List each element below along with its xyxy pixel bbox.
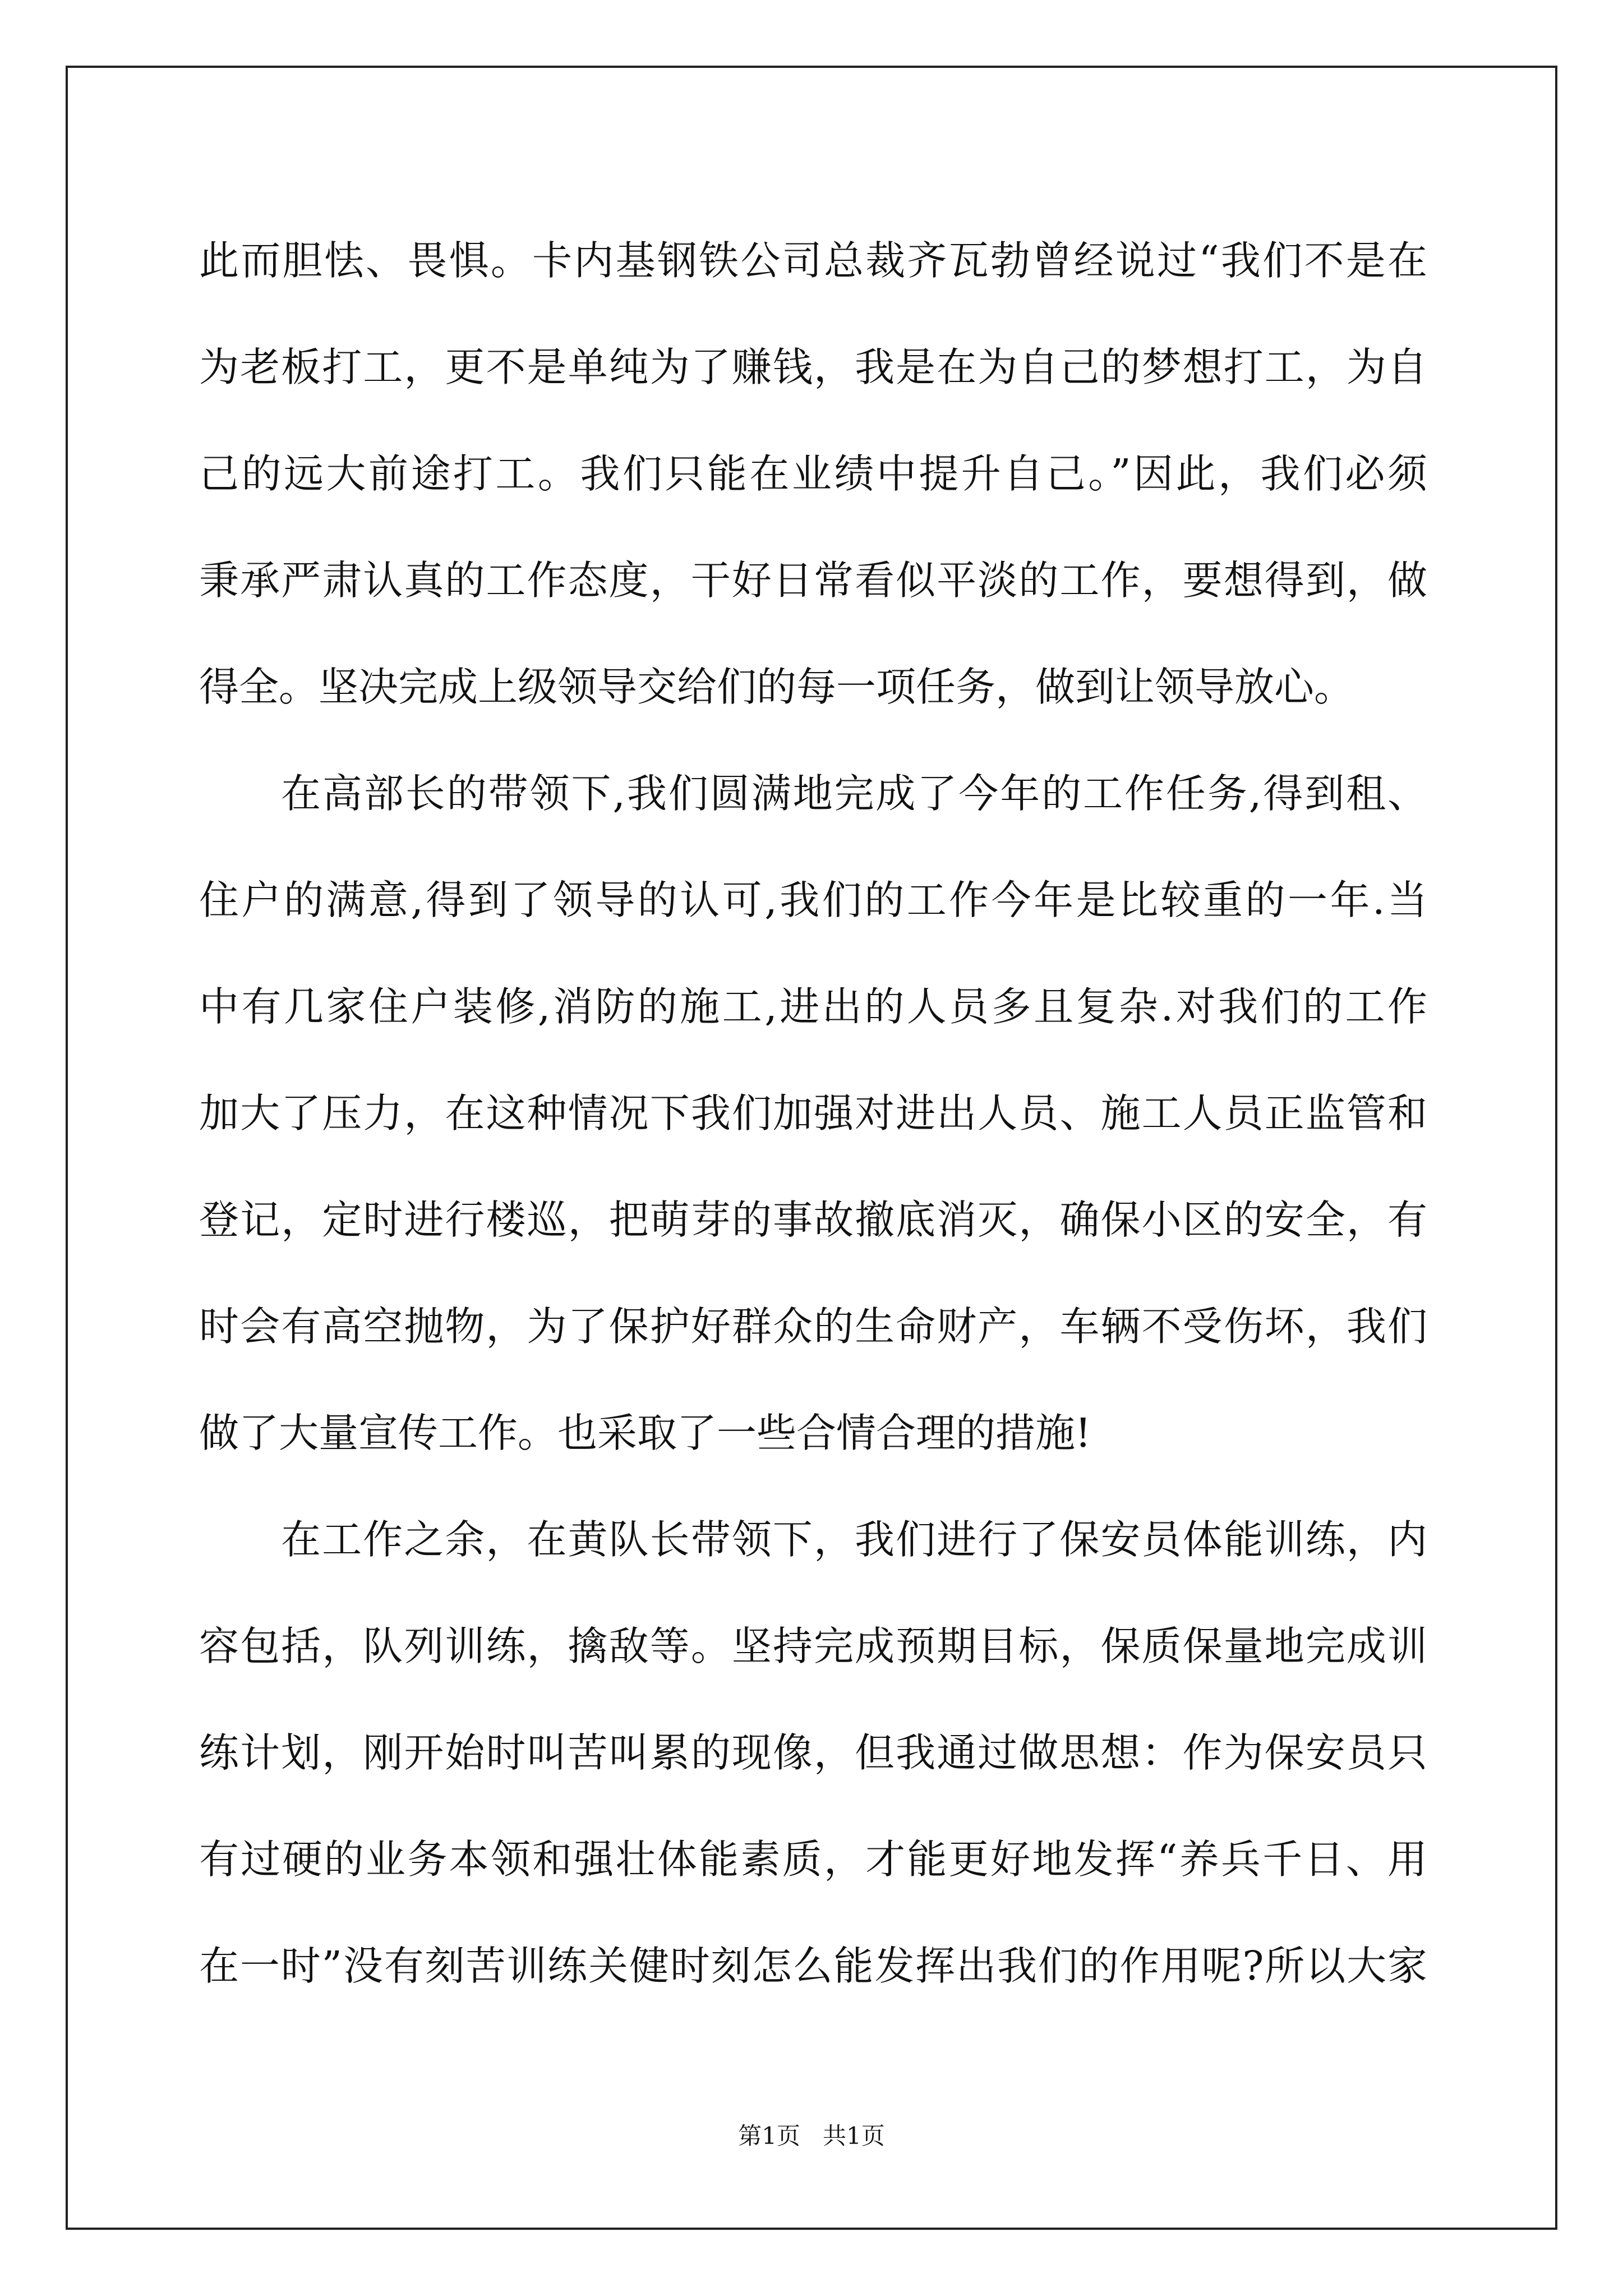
- text-line: 在高部长的带领下,我们圆满地完成了今年的工作任务,得到租、: [281, 770, 1427, 817]
- text-line: 加大了压力，在这种情况下我们加强对进出人员、施工人员正监管和: [199, 1090, 1427, 1137]
- text-line: 住户的满意,得到了领导的认可,我们的工作今年是比较重的一年.当: [199, 877, 1427, 923]
- text-line: 此而胆怯、畏惧。卡内基钢铁公司总裁齐瓦勃曾经说过“我们不是在: [199, 237, 1427, 284]
- text-line: 为老板打工，更不是单纯为了赚钱，我是在为自己的梦想打工，为自: [199, 344, 1427, 390]
- text-line: 容包括，队列训练，擒敌等。坚持完成预期目标，保质保量地完成训: [199, 1623, 1427, 1669]
- page-total: 共1页: [823, 2122, 885, 2150]
- document-body: [199, 208, 1427, 2019]
- page-number: 第1页: [738, 2122, 800, 2150]
- text-line: 做了大量宣传工作。也采取了一些合情合理的措施!: [199, 1410, 1091, 1456]
- text-line: 得全。坚决完成上级领导交给们的每一项任务，做到让领导放心。: [199, 664, 1354, 710]
- text-line: 中有几家住户装修,消防的施工,进出的人员多且复杂.对我们的工作: [199, 983, 1427, 1030]
- text-line: 秉承严肃认真的工作态度，干好日常看似平淡的工作，要想得到，做: [199, 557, 1427, 604]
- text-line: 在工作之余，在黄队长带领下，我们进行了保安员体能训练，内: [281, 1516, 1427, 1563]
- text-line: 登记，定时进行楼巡，把萌芽的事故撤底消灭，确保小区的安全，有: [199, 1197, 1427, 1243]
- text-line: 练计划，刚开始时叫苦叫累的现像，但我通过做思想：作为保安员只: [199, 1729, 1427, 1776]
- text-line: 有过硬的业务本领和强壮体能素质，才能更好地发挥“养兵千日、用: [199, 1836, 1427, 1883]
- text-line: 在一时”没有刻苦训练关健时刻怎么能发挥出我们的作用呢?所以大家: [199, 1943, 1427, 1989]
- text-line: 己的远大前途打工。我们只能在业绩中提升自己。”因此，我们必须: [199, 450, 1427, 497]
- page-footer: [0, 2119, 1623, 2153]
- text-line: 时会有高空抛物，为了保护好群众的生命财产，车辆不受伤坏，我们: [199, 1303, 1427, 1350]
